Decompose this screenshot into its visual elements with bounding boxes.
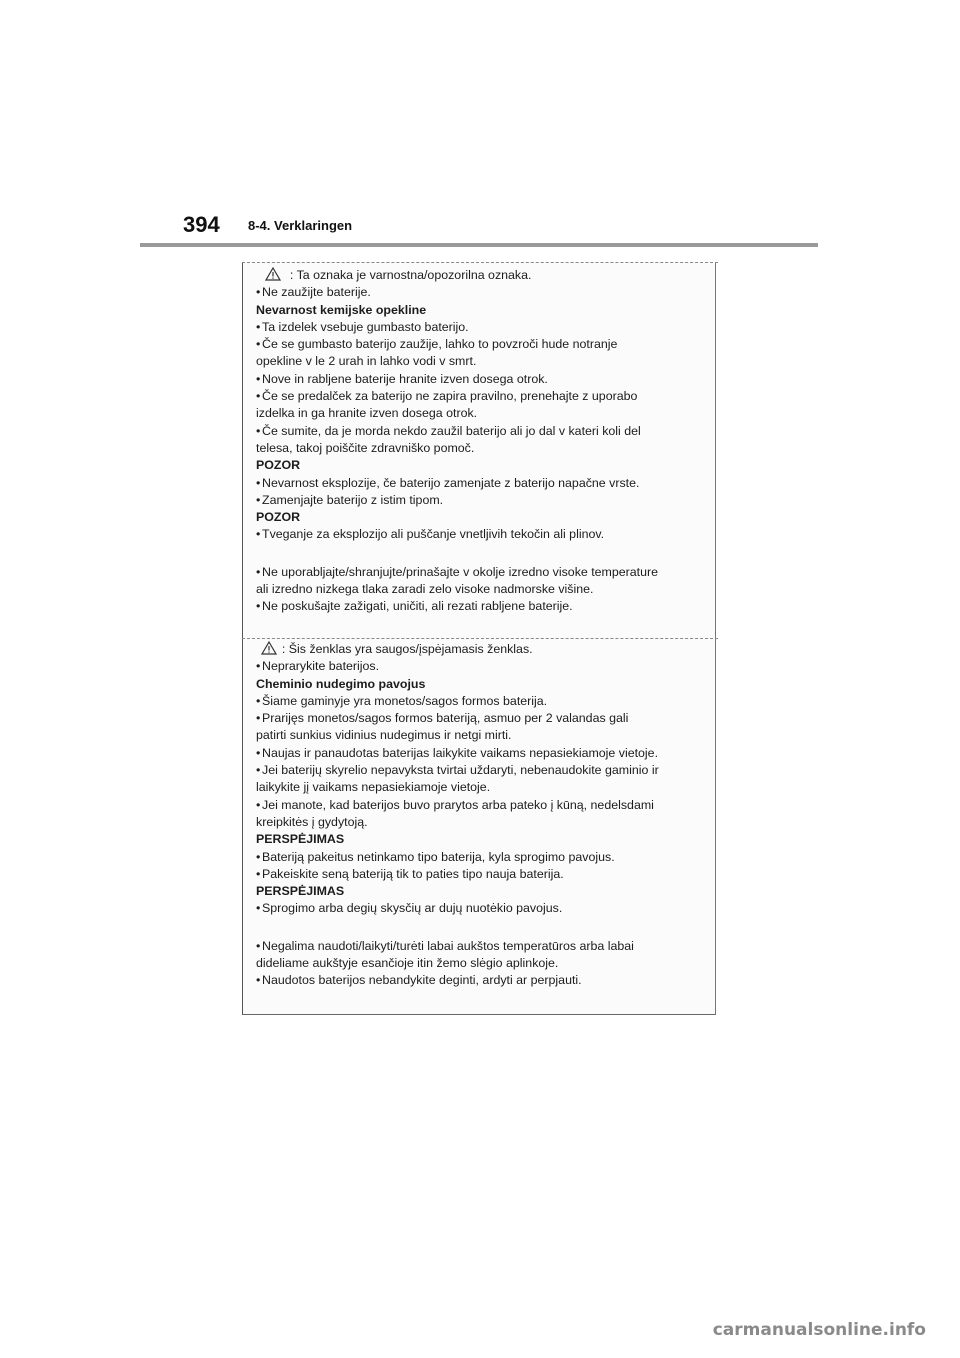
line-text: Cheminio nudegimo pavojus: [256, 676, 426, 691]
line-text: Ne zaužijte baterije.: [262, 285, 371, 300]
section-heading: [256, 457, 708, 474]
text-line: [256, 353, 708, 370]
text-line: [256, 284, 708, 301]
text-line: [256, 972, 708, 989]
text-line: [256, 814, 708, 831]
line-text: Ne uporabljajte/shranjujte/prinašajte v okolje izredno visoke temperature: [262, 564, 659, 579]
section-title: 8-4. Verklaringen: [248, 218, 353, 233]
line-text: Če sumite, da je morda nekdo zaužil baterijo ali jo dal v kateri koli del: [262, 423, 641, 438]
text-line: [256, 849, 708, 866]
text-line: [256, 423, 708, 440]
line-text: Če se predalček za baterijo ne zapira pravilno, prenehajte z uporabo: [262, 389, 638, 404]
line-text: Šiame gaminyje yra monetos/sagos formos baterija.: [262, 693, 548, 708]
text-line: [256, 745, 708, 762]
text-line: [256, 598, 708, 615]
line-text: Negalima naudoti/laikyti/turėti labai aukštos temperatūros arba labai: [262, 938, 634, 953]
text-line: [256, 564, 708, 581]
text-line: [256, 955, 708, 972]
bullet-glyph: •: [256, 319, 261, 334]
warning-symbol-text: : Ta oznaka je varnostna/opozorilna oznaka.: [289, 268, 532, 282]
line-text: dideliame aukštyje esančioje itin žemo slėgio aplinkoje.: [256, 956, 559, 971]
line-text: PERSPĖJIMAS: [256, 832, 345, 847]
text-line: [256, 440, 708, 457]
bullet-glyph: •: [256, 659, 261, 674]
text-line: [256, 319, 708, 336]
bullet-glyph: •: [256, 599, 261, 614]
bullet-glyph: •: [256, 285, 261, 300]
line-text: Nove in rabljene baterije hranite izven dosega otrok.: [262, 371, 548, 386]
warning-symbol-line: [256, 641, 708, 658]
watermark: carmanualsonline.info: [712, 1320, 926, 1340]
bullet-glyph: •: [256, 423, 261, 438]
lithuanian-warning-text: [256, 641, 708, 990]
line-text: Nevarnost kemijske opekline: [256, 302, 427, 317]
line-text: Pakeiskite seną bateriją tik to paties tipo nauja baterija.: [262, 866, 564, 881]
line-text: PERSPĖJIMAS: [256, 884, 345, 899]
line-text: POZOR: [256, 510, 301, 525]
line-text: Naudotos baterijos nebandykite deginti, ardyti ar perpjauti.: [262, 973, 582, 988]
section-heading: [256, 302, 708, 319]
text-line: [256, 526, 708, 543]
bullet-glyph: •: [256, 938, 261, 953]
bullet-glyph: •: [256, 527, 261, 542]
warning-symbol-text: : Šis ženklas yra saugos/įspėjamasis ženklas.: [281, 642, 533, 656]
bullet-glyph: •: [256, 763, 261, 778]
line-text: Jei manote, kad baterijos buvo prarytos arba pateko į kūną, nedelsdami: [262, 797, 654, 812]
page-number: 394: [183, 212, 220, 237]
warning-triangle-icon: [261, 641, 277, 655]
lithuanian-lines: [256, 658, 708, 989]
bullet-glyph: •: [256, 797, 261, 812]
section-heading: [256, 831, 708, 848]
line-text: Naujas ir panaudotas baterijas laikykite vaikams nepasiekiamoje vietoje.: [262, 745, 659, 760]
warning-symbol-line: [256, 267, 708, 284]
bullet-glyph: •: [256, 389, 261, 404]
line-text: Sprogimo arba degių skysčių ar dujų nuotėkio pavojus.: [262, 901, 563, 916]
header-rule: [140, 243, 818, 247]
line-text: ali izredno nizkega tlaka zaradi zelo visoke nadmorske višine.: [256, 582, 594, 597]
text-line: [256, 779, 708, 796]
line-text: izdelka in ga hranite izven dosega otrok.: [256, 406, 478, 421]
line-text: Prarijęs monetos/sagos formos bateriją, asmuo per 2 valandas gali: [262, 711, 629, 726]
box-top-line: [242, 262, 718, 263]
line-text: laikykite jį vaikams nepasiekiamoje vietoje.: [256, 780, 491, 795]
line-text: Če se gumbasto baterijo zaužije, lahko to povzroči hude notranje: [262, 337, 618, 352]
bullet-glyph: •: [256, 371, 261, 386]
bullet-glyph: •: [256, 564, 261, 579]
text-line: [256, 475, 708, 492]
slovenian-lines: [256, 284, 708, 615]
line-text: Jei baterijų skyrelio nepavyksta tvirtai uždaryti, nebenaudokite gaminio ir: [262, 763, 659, 778]
text-line: [256, 492, 708, 509]
section-heading: [256, 509, 708, 526]
line-text: patirti sunkius vidinius nudegimus ir netgi mirti.: [256, 728, 512, 743]
text-line: [256, 866, 708, 883]
line-text: Neprarykite baterijos.: [262, 659, 380, 674]
line-text: Bateriją pakeitus netinkamo tipo baterija, kyla sprogimo pavojus.: [262, 849, 615, 864]
text-line: [256, 371, 708, 388]
bullet-glyph: •: [256, 475, 261, 490]
bullet-glyph: •: [256, 866, 261, 881]
text-line: [256, 797, 708, 814]
bullet-glyph: •: [256, 849, 261, 864]
text-line: [256, 727, 708, 744]
line-text: Zamenjajte baterijo z istim tipom.: [262, 492, 444, 507]
line-text: Nevarnost eksplozije, če baterijo zamenjate z baterijo napačne vrste.: [262, 475, 640, 490]
line-text: POZOR: [256, 458, 301, 473]
line-text: Ta izdelek vsebuje gumbasto baterijo.: [262, 319, 469, 334]
text-line: [256, 405, 708, 422]
bullet-glyph: •: [256, 337, 261, 352]
line-text: kreipkitės į gydytoją.: [256, 814, 368, 829]
text-line: [256, 658, 708, 675]
paragraph-gap: [256, 544, 708, 564]
warning-triangle-icon: [265, 267, 281, 281]
line-text: Tveganje za eksplozijo ali puščanje vnetljivih tekočin ali plinov.: [262, 527, 605, 542]
section-heading: [256, 883, 708, 900]
paragraph-gap: [256, 918, 708, 938]
text-line: [256, 336, 708, 353]
text-line: [256, 388, 708, 405]
line-text: telesa, takoj poiščite zdravniško pomoč.: [256, 440, 475, 455]
bullet-glyph: •: [256, 901, 261, 916]
text-line: [256, 693, 708, 710]
language-divider: [242, 638, 718, 639]
text-line: [256, 762, 708, 779]
text-line: [256, 581, 708, 598]
bullet-glyph: •: [256, 745, 261, 760]
text-line: [256, 710, 708, 727]
line-text: opekline v le 2 urah in lahko vodi v smrt.: [256, 354, 477, 369]
bullet-glyph: •: [256, 711, 261, 726]
bullet-glyph: •: [256, 973, 261, 988]
section-heading: [256, 676, 708, 693]
bullet-glyph: •: [256, 693, 261, 708]
slovenian-warning-text: [256, 267, 708, 616]
bullet-glyph: •: [256, 492, 261, 507]
text-line: [256, 900, 708, 917]
text-line: [256, 938, 708, 955]
line-text: Ne poskušajte zažigati, uničiti, ali rezati rabljene baterije.: [262, 599, 573, 614]
